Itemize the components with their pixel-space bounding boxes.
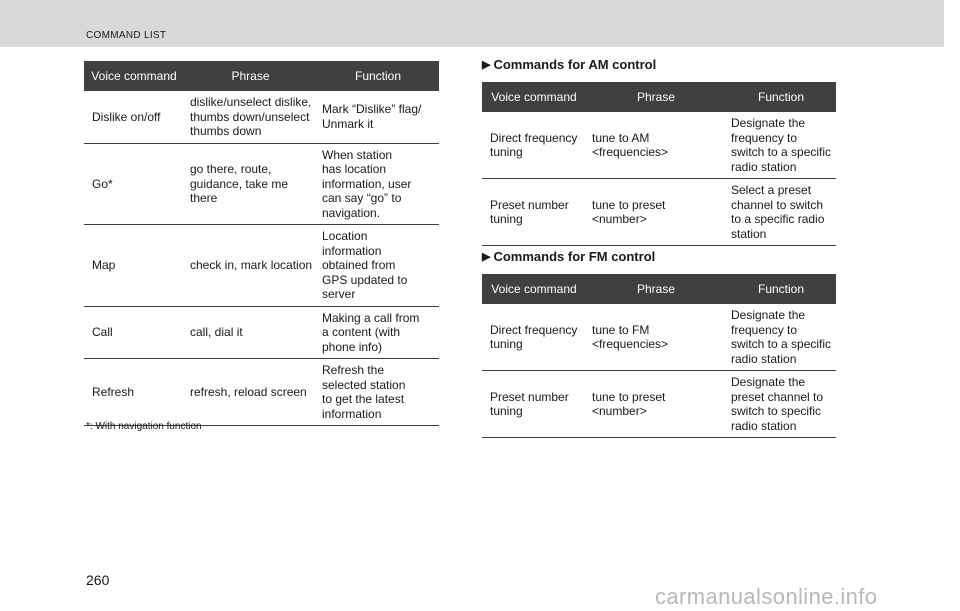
fm-section-title: Commands for FM control bbox=[493, 249, 656, 264]
column-header-function: Function bbox=[726, 82, 836, 112]
table-row bbox=[482, 304, 836, 371]
table-row bbox=[84, 306, 439, 359]
column-header-voice-command: Voice command bbox=[84, 61, 184, 91]
function-cell: Mark “Dislike” flag/ Unmark it bbox=[317, 91, 439, 143]
voice-command-cell: Map bbox=[84, 225, 184, 307]
table-header-row bbox=[482, 274, 836, 304]
page-number: 260 bbox=[86, 572, 110, 588]
triangle-right-icon: ▶ bbox=[482, 59, 491, 71]
am-section-heading bbox=[482, 57, 656, 72]
phrase-cell: call, dial it bbox=[184, 306, 317, 359]
column-header-phrase: Phrase bbox=[586, 274, 726, 304]
voice-command-cell: Call bbox=[84, 306, 184, 359]
function-cell: Designate the frequency to switch to a specific radio station bbox=[726, 112, 836, 179]
phrase-cell: tune to preset <number> bbox=[586, 179, 726, 246]
watermark: carmanualsonline.info bbox=[655, 584, 878, 609]
voice-command-cell: Direct frequency tuning bbox=[482, 304, 586, 371]
page-header-title: COMMAND LIST bbox=[86, 30, 167, 41]
table-row bbox=[482, 179, 836, 246]
phrase-cell: dislike/unselect dislike, thumbs down/unselect thumbs down bbox=[184, 91, 317, 143]
am-command-table bbox=[482, 82, 836, 246]
phrase-cell: tune to AM <frequencies> bbox=[586, 112, 726, 179]
column-header-phrase: Phrase bbox=[586, 82, 726, 112]
column-header-function: Function bbox=[317, 61, 439, 91]
voice-command-cell: Go* bbox=[84, 143, 184, 225]
table-row bbox=[84, 225, 439, 307]
function-cell: Location information obtained from GPS updated to server bbox=[317, 225, 439, 307]
phrase-cell: tune to preset <number> bbox=[586, 371, 726, 438]
triangle-right-icon: ▶ bbox=[482, 251, 491, 263]
voice-command-table bbox=[84, 61, 439, 426]
column-header-function: Function bbox=[726, 274, 836, 304]
voice-command-cell: Direct frequency tuning bbox=[482, 112, 586, 179]
phrase-cell: refresh, reload screen bbox=[184, 359, 317, 426]
table-row bbox=[84, 143, 439, 225]
table-row bbox=[84, 91, 439, 143]
function-cell: Designate the frequency to switch to a specific radio station bbox=[726, 304, 836, 371]
am-section-title: Commands for AM control bbox=[493, 57, 657, 72]
fm-command-table bbox=[482, 274, 836, 438]
column-header-voice-command: Voice command bbox=[482, 274, 586, 304]
column-header-phrase: Phrase bbox=[184, 61, 317, 91]
function-cell: Select a preset channel to switch to a specific radio station bbox=[726, 179, 836, 246]
voice-command-cell: Preset number tuning bbox=[482, 179, 586, 246]
table-row bbox=[84, 359, 439, 426]
phrase-cell: go there, route, guidance, take me there bbox=[184, 143, 317, 225]
phrase-cell: check in, mark location bbox=[184, 225, 317, 307]
voice-command-cell: Dislike on/off bbox=[84, 91, 184, 143]
table-header-row bbox=[84, 61, 439, 91]
phrase-cell: tune to FM <frequencies> bbox=[586, 304, 726, 371]
table-row bbox=[482, 112, 836, 179]
voice-command-cell: Refresh bbox=[84, 359, 184, 426]
function-cell: Designate the preset channel to switch to specific radio station bbox=[726, 371, 836, 438]
table-header-row bbox=[482, 82, 836, 112]
fm-section-heading bbox=[482, 249, 655, 264]
column-header-voice-command: Voice command bbox=[482, 82, 586, 112]
table-row bbox=[482, 371, 836, 438]
function-cell: When station has location information, user can say “go” to navigation. bbox=[317, 143, 439, 225]
footnote: *: With navigation function bbox=[86, 421, 202, 432]
function-cell: Refresh the selected station to get the latest information bbox=[317, 359, 439, 426]
voice-command-cell: Preset number tuning bbox=[482, 371, 586, 438]
function-cell: Making a call from a content (with phone info) bbox=[317, 306, 439, 359]
